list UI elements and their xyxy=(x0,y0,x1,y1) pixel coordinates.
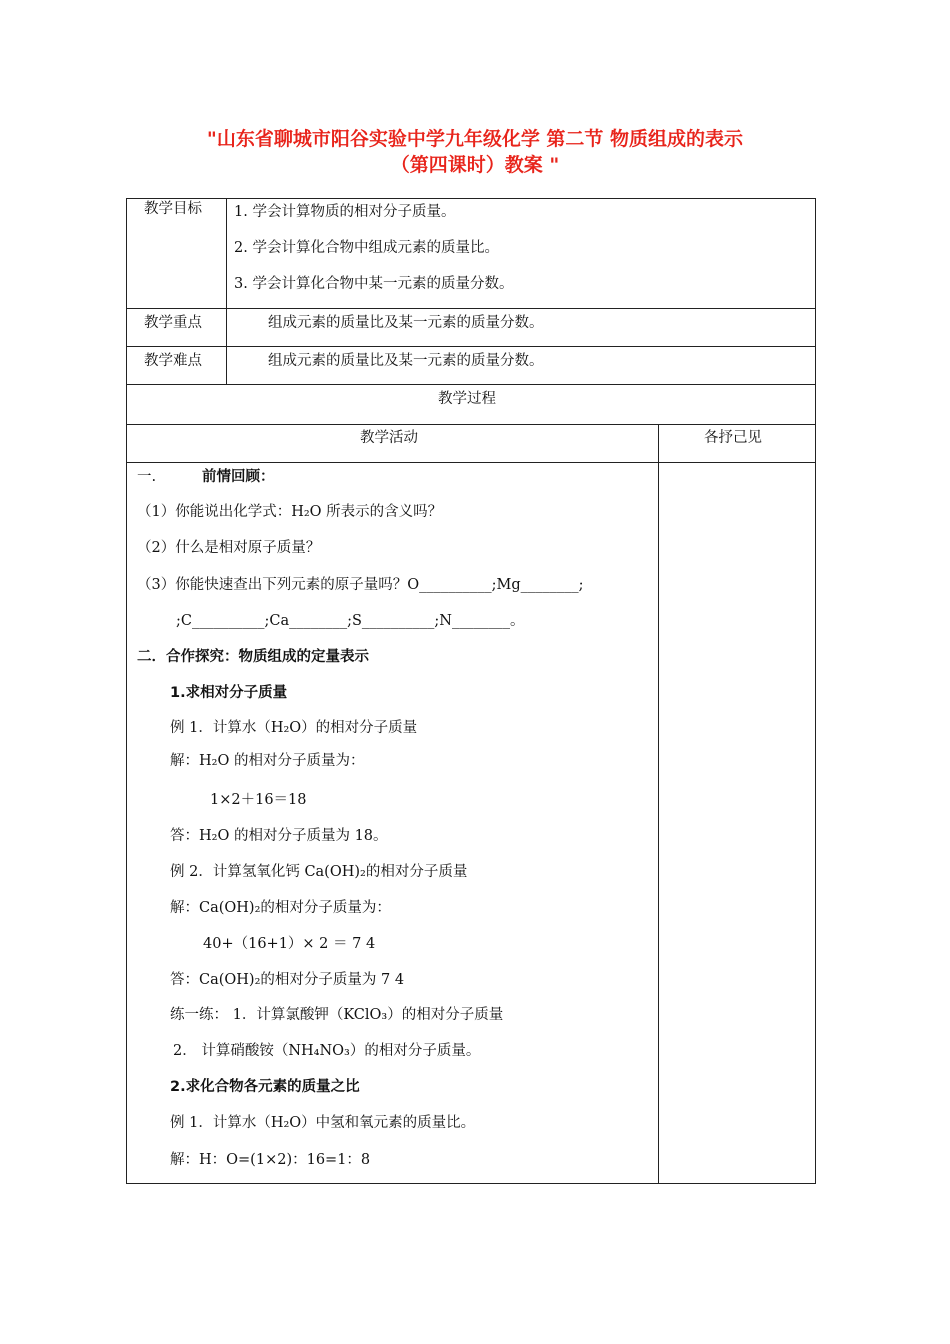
difficulty-label: 教学难点 xyxy=(144,353,202,369)
question-3: （3）你能快速查出下列元素的原子量吗？O__________;Mg________; xyxy=(137,577,584,593)
example-1-calculation: 1×2＋16＝18 xyxy=(210,792,307,808)
activity-column-header: 教学活动 xyxy=(360,430,418,446)
practice-2: 2． 计算硝酸铵（NH₄NO₃）的相对分子质量。 xyxy=(173,1043,481,1059)
row-divider xyxy=(126,424,816,425)
notes-column-header: 各抒己见 xyxy=(704,430,762,446)
row-divider xyxy=(126,462,816,463)
key-point-label: 教学重点 xyxy=(144,315,202,331)
example-1: 例 1．计算水（H₂O）的相对分子质量 xyxy=(170,720,418,736)
subsection-2-title: 2.求化合物各元素的质量之比 xyxy=(170,1079,360,1095)
example-2-solution: 解：Ca(OH)₂的相对分子质量为： xyxy=(170,900,391,916)
practice-1: 练一练： 1．计算氯酸钾（KClO₃）的相对分子质量 xyxy=(170,1007,504,1023)
document-title-line-2: （第四课时）教案 " xyxy=(390,154,560,176)
example-2-answer: 答：Ca(OH)₂的相对分子质量为 7 4 xyxy=(170,972,405,988)
row-divider xyxy=(126,384,816,385)
document-title-line-1: "山东省聊城市阳谷实验中学九年级化学 第二节 物质组成的表示 xyxy=(206,128,744,150)
question-3-continued: ;C__________;Ca________;S__________;N________。 xyxy=(176,613,525,629)
question-1: （1）你能说出化学式：H₂O 所表示的含义吗？ xyxy=(137,504,443,520)
example-2: 例 2．计算氢氧化钙 Ca(OH)₂的相对分子质量 xyxy=(170,864,468,880)
objective-item: 1. 学会计算物质的相对分子质量。 xyxy=(234,204,456,220)
section-1-number: 一. xyxy=(137,469,157,485)
row-divider xyxy=(126,346,816,347)
objectives-label: 教学目标 xyxy=(144,201,202,217)
objective-item: 2. 学会计算化合物中组成元素的质量比。 xyxy=(234,240,499,256)
label-column-divider xyxy=(226,198,227,384)
difficulty-value: 组成元素的质量比及某一元素的质量分数。 xyxy=(268,353,544,369)
key-point-value: 组成元素的质量比及某一元素的质量分数。 xyxy=(268,315,544,331)
row-divider xyxy=(126,308,816,309)
example-3-solution: 解：H：O=(1×2)：16=1：8 xyxy=(170,1152,371,1168)
objective-item: 3. 学会计算化合物中某一元素的质量分数。 xyxy=(234,276,514,292)
example-1-solution: 解：H₂O 的相对分子质量为： xyxy=(170,753,365,769)
subsection-1-title: 1.求相对分子质量 xyxy=(170,685,288,701)
section-1-title: 前情回顾： xyxy=(202,469,275,485)
notes-column-divider xyxy=(658,424,659,1184)
question-2: （2）什么是相对原子质量？ xyxy=(137,540,321,556)
example-1-answer: 答：H₂O 的相对分子质量为 18。 xyxy=(170,828,388,844)
example-2-calculation: 40+（16+1）× 2 ＝ 7 4 xyxy=(203,936,376,952)
example-3: 例 1．计算水（H₂O）中氢和氧元素的质量比。 xyxy=(170,1115,476,1131)
process-heading: 教学过程 xyxy=(438,391,496,407)
section-2-title: 二．合作探究：物质组成的定量表示 xyxy=(137,649,369,665)
